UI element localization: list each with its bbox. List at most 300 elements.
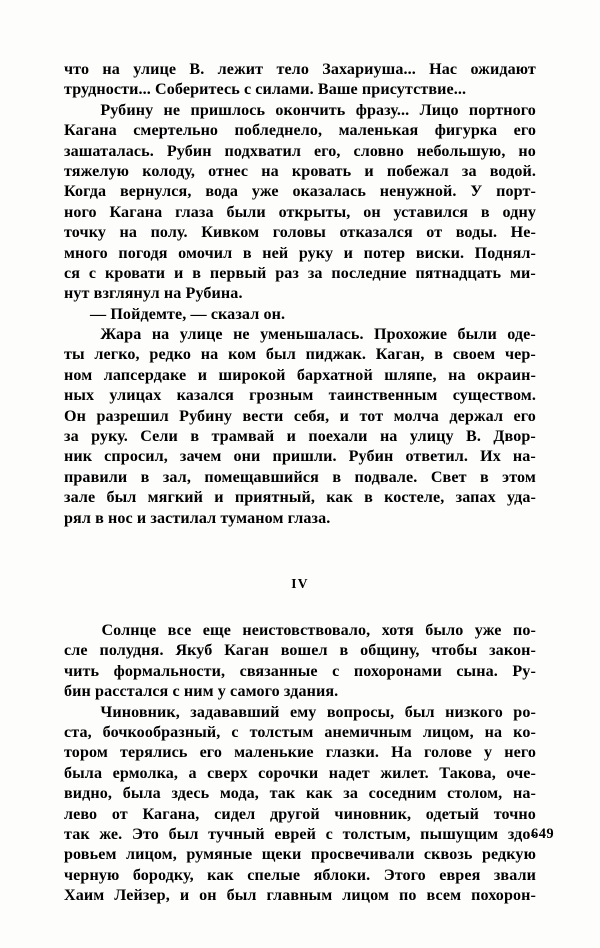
word: и xyxy=(179,887,190,905)
text-line xyxy=(64,447,536,467)
word: тором xyxy=(64,744,108,762)
word: в xyxy=(364,489,373,507)
word: чтобы xyxy=(431,642,478,660)
word: всем xyxy=(426,887,462,905)
word: этом xyxy=(502,468,536,486)
word: в xyxy=(339,642,349,660)
word: общину, xyxy=(360,642,420,660)
word: анемичным xyxy=(324,723,412,741)
word: легко, xyxy=(94,346,140,364)
word: Хаим xyxy=(64,887,105,905)
word: полу. xyxy=(150,224,188,242)
word: головы xyxy=(272,224,326,242)
word: ми- xyxy=(509,264,536,282)
word: за xyxy=(343,785,358,803)
word: небольшую, xyxy=(416,142,506,160)
word: уда- xyxy=(507,489,536,507)
word: он xyxy=(199,887,217,905)
word: был xyxy=(226,887,257,905)
text-line xyxy=(64,468,536,488)
word: Захариуша... xyxy=(322,61,416,78)
word: Такова, xyxy=(439,764,496,782)
word: ных xyxy=(64,387,95,405)
text-line xyxy=(64,703,536,723)
word: ненужной. xyxy=(379,183,457,201)
word: яблоки. xyxy=(313,866,371,884)
word: зашаталась. xyxy=(64,142,154,160)
word: воды. xyxy=(455,224,498,242)
word: грозным xyxy=(249,387,314,405)
word: за xyxy=(307,264,323,282)
text-line xyxy=(64,621,536,641)
word: шляпе, xyxy=(384,366,437,384)
word: костеле, xyxy=(384,489,445,507)
word: ровьем xyxy=(64,846,117,864)
word: в xyxy=(140,468,150,486)
dialogue-paragraph xyxy=(64,305,536,325)
line-text: рял в нос и застилал туманом глаза. xyxy=(64,509,331,527)
word: по- xyxy=(512,621,536,639)
word: подхватил xyxy=(224,142,302,160)
word: глазки. xyxy=(325,744,380,762)
word: себя, xyxy=(293,407,330,425)
text-line xyxy=(64,723,536,743)
text-line xyxy=(64,509,536,529)
word: фразу... xyxy=(355,101,410,119)
word: и xyxy=(339,407,350,425)
word: молча xyxy=(393,407,439,425)
word: кровать xyxy=(291,162,352,180)
body-paragraph xyxy=(64,325,536,529)
word: отнес xyxy=(208,162,249,180)
word: улицу xyxy=(409,428,454,446)
line-text: нут взглянул на Рубина. xyxy=(64,285,243,303)
word: вошел xyxy=(280,642,328,660)
text-column xyxy=(64,60,536,906)
word: потер xyxy=(363,244,406,262)
word: на- xyxy=(512,448,536,466)
word: вода xyxy=(205,183,239,201)
word: чиновник, xyxy=(334,805,412,823)
word: точно xyxy=(493,805,536,823)
word: его xyxy=(199,744,222,762)
word: последние xyxy=(331,264,407,282)
word: и xyxy=(197,366,208,384)
word: звали xyxy=(493,866,536,884)
word: чер- xyxy=(504,346,536,364)
text-line xyxy=(64,244,536,264)
word: пиджак. xyxy=(305,346,366,364)
word: терялись xyxy=(120,744,188,762)
word: Нас xyxy=(429,61,458,78)
word: другой xyxy=(269,805,320,823)
word: в xyxy=(332,468,342,486)
word: отказался xyxy=(339,224,413,242)
word: сквозь xyxy=(423,846,473,864)
word: маленькая xyxy=(338,122,419,140)
text-line xyxy=(64,743,536,763)
text-line xyxy=(64,142,536,162)
word: окончить xyxy=(275,101,346,119)
word: связанные xyxy=(239,662,318,680)
word: здо- xyxy=(507,825,536,843)
word: словно xyxy=(353,142,404,160)
line-text: — Пойдемте, — сказал он. xyxy=(90,305,286,323)
word: точку xyxy=(64,224,106,242)
word: вести xyxy=(242,407,284,425)
word: оде- xyxy=(507,326,536,344)
word: широкой xyxy=(218,366,286,384)
text-line xyxy=(64,101,536,121)
text-line xyxy=(64,60,536,80)
word: его, xyxy=(313,142,341,160)
word: ко- xyxy=(513,723,536,741)
text-line xyxy=(64,284,536,304)
word: уменьшалась. xyxy=(260,326,364,344)
word: на xyxy=(119,224,138,242)
word: трамвай xyxy=(211,428,275,446)
word: но xyxy=(518,142,536,160)
word: оказалась xyxy=(292,183,366,201)
word: Чиновник, xyxy=(100,703,180,721)
word: поехали xyxy=(308,428,368,446)
word: зале xyxy=(64,489,96,507)
word: закон- xyxy=(489,642,536,660)
word: руку. xyxy=(91,428,128,446)
word: и xyxy=(364,162,374,180)
word: похоронами xyxy=(353,662,442,680)
word: как xyxy=(326,489,353,507)
word: правили xyxy=(64,468,128,486)
word: щеки xyxy=(261,846,302,864)
word: Рубину xyxy=(100,101,154,119)
word: окраин- xyxy=(477,366,536,384)
word: Кивком xyxy=(201,224,260,242)
word: с xyxy=(231,723,239,741)
word: не xyxy=(233,326,250,344)
word: Ру- xyxy=(512,662,536,680)
word: Когда xyxy=(64,183,107,201)
word: порт- xyxy=(496,183,536,201)
word: уставился xyxy=(393,203,469,221)
word: на xyxy=(379,428,398,446)
word: него xyxy=(504,744,536,762)
text-line xyxy=(64,641,536,661)
word: была xyxy=(64,764,103,782)
word: пышущим xyxy=(420,825,499,843)
word: Это xyxy=(131,825,159,843)
word: лицом xyxy=(342,887,390,905)
word: зал, xyxy=(162,468,191,486)
text-line xyxy=(64,386,536,406)
word: так xyxy=(269,785,296,803)
word: сверх xyxy=(207,764,248,782)
word: же. xyxy=(99,825,123,843)
word: соседним xyxy=(368,785,437,803)
text-line xyxy=(64,805,536,825)
word: сорочки xyxy=(258,764,319,782)
word: своем xyxy=(452,346,496,364)
word: неистовствовало, xyxy=(242,621,371,639)
word: спросил, xyxy=(104,448,168,466)
word: видно, xyxy=(64,785,113,803)
word: лицом, xyxy=(422,723,474,741)
word: за xyxy=(64,428,79,446)
text-line xyxy=(64,764,536,784)
word: румяные xyxy=(186,846,253,864)
word: Их xyxy=(480,448,501,466)
word: спелые xyxy=(247,866,301,884)
text-line xyxy=(64,407,536,427)
word: надет xyxy=(328,764,370,782)
word: руку xyxy=(298,244,334,262)
word: редко xyxy=(149,346,192,364)
word: в xyxy=(480,203,490,221)
word: мягкий xyxy=(147,489,204,507)
word: по xyxy=(398,887,417,905)
word: таинственным xyxy=(328,387,438,405)
word: омочил xyxy=(178,244,233,262)
word: У xyxy=(470,183,483,201)
word: много xyxy=(64,244,108,262)
word: В. xyxy=(466,428,481,446)
word: сына. xyxy=(456,662,498,680)
word: был xyxy=(106,489,137,507)
word: формальности, xyxy=(113,662,226,680)
body-paragraph xyxy=(64,621,536,703)
word: ро- xyxy=(513,703,536,721)
word: улицах xyxy=(109,387,162,405)
word: была xyxy=(122,785,161,803)
word: у xyxy=(483,744,493,762)
word: главным xyxy=(266,887,333,905)
word: уже xyxy=(251,183,279,201)
text-line xyxy=(64,182,536,202)
word: пришлось xyxy=(190,101,266,119)
word: одетый xyxy=(425,805,480,823)
word: лево xyxy=(64,805,98,823)
body-paragraph xyxy=(64,101,536,305)
text-line xyxy=(64,845,536,865)
text-line xyxy=(64,264,536,284)
word: на xyxy=(102,61,120,78)
word: кровати xyxy=(105,264,166,282)
text-line xyxy=(64,162,536,182)
word: Рубин xyxy=(166,142,212,160)
word: за xyxy=(461,162,477,180)
word: тот xyxy=(359,407,384,425)
word: редкую xyxy=(481,846,536,864)
word: вернулся, xyxy=(119,183,192,201)
word: пятнадцать xyxy=(415,264,502,282)
word: и xyxy=(214,489,224,507)
word: с xyxy=(325,825,333,843)
word: голове xyxy=(424,744,472,762)
word: Каган, xyxy=(375,346,425,364)
body-paragraph xyxy=(64,60,536,101)
word: побледнело, xyxy=(234,122,323,140)
word: в xyxy=(479,468,489,486)
text-line xyxy=(64,305,536,325)
word: мода, xyxy=(219,785,259,803)
word: на xyxy=(151,326,170,344)
word: просвечивали xyxy=(310,846,415,864)
word: чить xyxy=(64,662,100,680)
word: бархатной xyxy=(296,366,373,384)
word: держал xyxy=(449,407,504,425)
text-line xyxy=(64,866,536,886)
text-line xyxy=(64,488,536,508)
word: колоду, xyxy=(142,162,196,180)
word: Кагана xyxy=(64,122,117,140)
word: жилет. xyxy=(380,764,429,782)
section-spacer-after xyxy=(64,595,536,621)
word: ста, xyxy=(64,723,92,741)
word: В. xyxy=(189,61,205,78)
word: полудня. xyxy=(99,642,164,660)
word: низкого xyxy=(445,703,503,721)
text-line xyxy=(64,121,536,141)
word: ком xyxy=(228,346,257,364)
word: Якуб xyxy=(175,642,213,660)
text-line xyxy=(64,223,536,243)
word: тяжелую xyxy=(64,162,130,180)
word: портного xyxy=(468,101,536,119)
word: раз xyxy=(275,264,299,282)
word: бородку, xyxy=(132,866,194,884)
word: Двор- xyxy=(493,428,536,446)
word: на xyxy=(200,346,219,364)
word: в xyxy=(434,346,444,364)
word: фигурка xyxy=(434,122,498,140)
text-line xyxy=(64,325,536,345)
text-line xyxy=(64,80,536,100)
word: бочкообразный, xyxy=(102,723,221,741)
line-text: трудности... Соберитесь с силами. Ваше присутствие... xyxy=(64,81,467,99)
word: Рубин xyxy=(348,448,394,466)
text-line xyxy=(64,825,536,845)
word: так xyxy=(64,825,90,843)
word: от xyxy=(426,224,443,242)
word: запах xyxy=(455,489,496,507)
word: все xyxy=(167,621,192,639)
word: еврея xyxy=(439,866,481,884)
line-text: бин расстался с ним у самого здания. xyxy=(64,683,339,701)
word: а xyxy=(188,764,197,782)
word: тучный xyxy=(208,825,265,843)
word: лежит xyxy=(217,61,264,78)
word: ты xyxy=(64,346,85,364)
word: не xyxy=(163,101,181,119)
word: Лейзер, xyxy=(114,887,170,905)
word: Жара xyxy=(100,326,142,344)
word: было xyxy=(425,621,464,639)
word: Прохожие xyxy=(373,326,448,344)
word: существом. xyxy=(452,387,536,405)
word: с xyxy=(332,662,340,680)
word: на- xyxy=(512,785,536,803)
word: в xyxy=(190,428,200,446)
word: побежал xyxy=(386,162,449,180)
word: сидел xyxy=(214,805,256,823)
word: хотя xyxy=(381,621,414,639)
word: в xyxy=(242,244,252,262)
word: зачем xyxy=(179,448,222,466)
word: первый xyxy=(209,264,267,282)
word: толстым, xyxy=(342,825,411,843)
text-line xyxy=(64,366,536,386)
word: улице xyxy=(133,61,177,78)
word: Этого xyxy=(383,866,426,884)
word: от xyxy=(111,805,128,823)
text-line xyxy=(64,345,536,365)
word: маленькие xyxy=(234,744,314,762)
word: здесь xyxy=(171,785,210,803)
word: сле xyxy=(64,642,88,660)
word: смертельно xyxy=(133,122,219,140)
word: открыты, xyxy=(278,203,351,221)
word: подвале. xyxy=(354,468,418,486)
text-line xyxy=(64,784,536,804)
word: они xyxy=(233,448,261,466)
text-line xyxy=(64,427,536,447)
word: пришли. xyxy=(272,448,337,466)
word: был xyxy=(404,703,435,721)
word: был xyxy=(168,825,199,843)
word: ожидают xyxy=(470,61,536,78)
word: толстым xyxy=(249,723,314,741)
word: на xyxy=(484,723,503,741)
word: он xyxy=(363,203,381,221)
word: На xyxy=(391,744,412,762)
word: и xyxy=(173,264,184,282)
word: лапсердаке xyxy=(103,366,187,384)
text-line xyxy=(64,203,536,223)
word: как xyxy=(305,785,333,803)
word: на xyxy=(261,162,279,180)
word: еврей xyxy=(274,825,317,843)
word: Кагана xyxy=(109,203,163,221)
word: Рубину xyxy=(179,407,233,425)
body-paragraph xyxy=(64,703,536,907)
word: помещавшийся xyxy=(204,468,319,486)
word: вопросы, xyxy=(326,703,395,721)
word: ся xyxy=(64,264,81,282)
word: был xyxy=(265,346,296,364)
word: и xyxy=(343,244,354,262)
word: ном xyxy=(64,366,93,384)
text-line xyxy=(64,662,536,682)
word: ного xyxy=(64,203,97,221)
word: уже xyxy=(474,621,502,639)
word: водой. xyxy=(489,162,536,180)
page-number: 649 xyxy=(531,826,554,842)
word: столом, xyxy=(447,785,503,803)
word: Солнце xyxy=(101,621,157,639)
word: одну xyxy=(502,203,536,221)
section-spacer xyxy=(64,529,536,573)
word: черную xyxy=(64,866,120,884)
word: Лицо xyxy=(419,101,459,119)
word: ему xyxy=(289,703,317,721)
word: ответил. xyxy=(405,448,469,466)
word: погодя xyxy=(118,244,168,262)
word: ермолка, xyxy=(112,764,178,782)
word: Кагана, xyxy=(142,805,200,823)
word: тело xyxy=(276,61,309,78)
word: Сели xyxy=(140,428,178,446)
word: Каган xyxy=(224,642,269,660)
